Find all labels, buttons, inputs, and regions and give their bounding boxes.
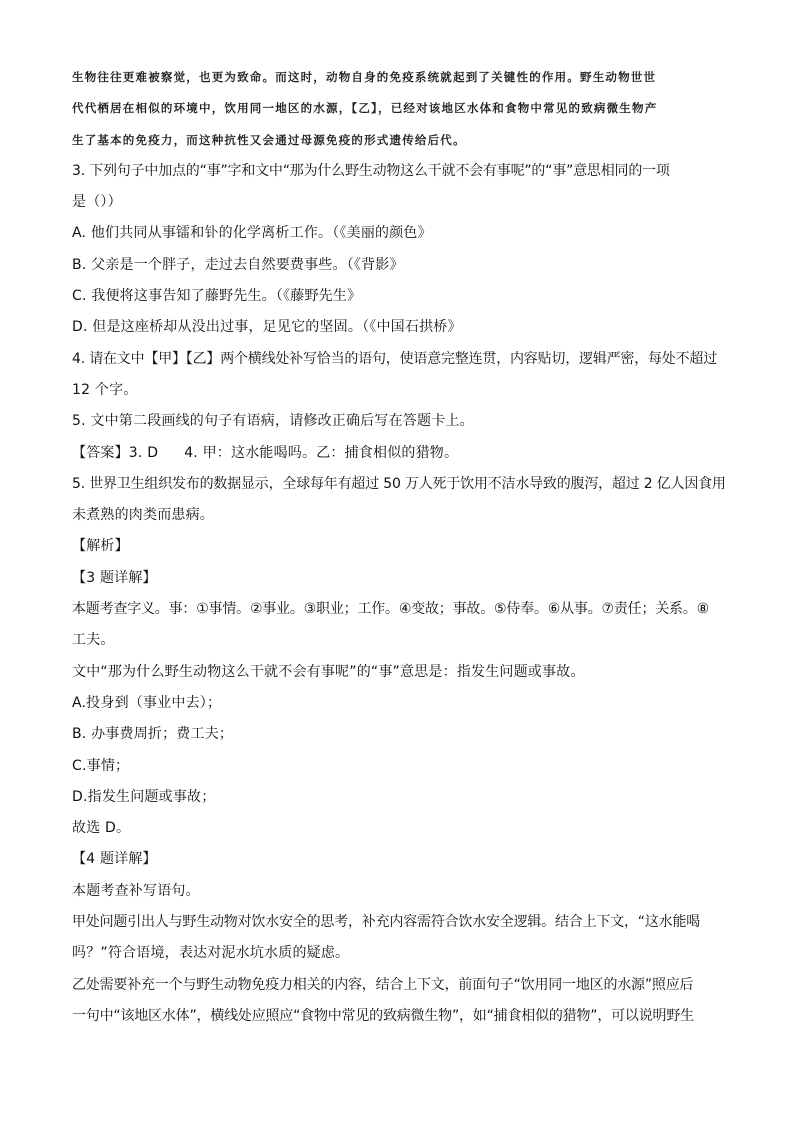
q4-detail-line: 本题考查补写语句。 [72, 882, 200, 899]
q3-detail-line: 工夫。 [72, 632, 115, 649]
q4-detail-line: 一句中“该地区水体”，横线处应照应“食物中常见的致病微生物”，如“捕食相似的猎物”，可以说明野生 [72, 1007, 694, 1024]
question-4-stem: 4. 请在文中【甲】【乙】两个横线处补写恰当的语句，使语意完整连贯，内容贴切，逻辑严密，每处不超过 [72, 350, 718, 367]
q3-detail-line: 故选 D。 [72, 820, 131, 837]
q3-detail-body [72, 594, 732, 844]
option-a: A. 他们共同从事镭和钋的化学离析工作。（《美丽的颜色》 [72, 225, 432, 242]
answer-line [72, 438, 732, 469]
question-4-stem-cont: 12 个字。 [72, 381, 138, 398]
q3-detail-heading: 【3 题详解】 [72, 569, 157, 586]
q4-detail-line: 吗？”符合语境，表达对泥水坑水质的疑虑。 [72, 945, 350, 962]
q3-detail-line: 本题考查字义。事：①事情。②事业。③职业；工作。④变故；事故。⑤侍奉。⑥从事。⑦责任；关系。⑧ [72, 601, 710, 618]
q4-detail-heading: 【4 题详解】 [72, 851, 157, 868]
answer-q5: 5. 世界卫生组织发布的数据显示，全球每年有超过 50 万人死于饮用不洁水导致的腹泻，超过 2 亿人因食用 [72, 475, 726, 492]
q3-detail-line: C.事情； [72, 757, 130, 774]
passage-line: 生了基本的免疫力，而这种抗性又会通过母源免疫的形式遗传给后代。 [72, 132, 466, 147]
q4-detail-line: 甲处问题引出人与野生动物对饮水安全的思考，补充内容需符合饮水安全逻辑。结合上下文，“这水能喝 [72, 914, 701, 931]
option-d: D. 但是这座桥却从没出过事，足见它的坚固。（《中国石拱桥》 [72, 319, 462, 336]
q3-detail-line: A.投身到（事业中去）； [72, 694, 222, 711]
answer-label: 【答案】3. D [72, 444, 159, 461]
document-page [72, 62, 732, 1032]
question-3-stem: 3. 下列句子中加点的“事”字和文中“那为什么野生动物这么干就不会有事呢”的“事”意思相同的一项 [72, 162, 670, 179]
q3-detail-line: B. 办事费周折；费工夫； [72, 726, 234, 743]
passage-line: 代代栖居在相似的环境中，饮用同一地区的水源，【乙】，已经对该地区水体和食物中常见的致病微生物产 [72, 101, 658, 116]
question-3 [72, 156, 732, 344]
q4-detail-line: 乙处需要补充一个与野生动物免疫力相关的内容，结合上下文，前面句子“饮用同一地区的水源”照应后 [72, 976, 694, 993]
answer-q4: 4. 甲：这水能喝吗。乙：捕食相似的猎物。 [184, 444, 459, 461]
passage-line: 生物往往更难被察觉，也更为致命。而这时，动物自身的免疫系统就起到了关键性的作用。野生动物世世 [72, 70, 657, 84]
answer-q5-cont: 未煮熟的肉类而患病。 [72, 507, 214, 524]
option-b: B. 父亲是一个胖子，走过去自然要费事些。（《背影》 [72, 256, 404, 273]
option-c: C. 我便将这事告知了藤野先生。（《藤野先生》 [72, 288, 362, 305]
q3-detail-line: D.指发生问题或事故； [72, 788, 216, 805]
q3-detail-line: 文中“那为什么野生动物这么干就不会有事呢”的“事”意思是：指发生问题或事故。 [72, 663, 585, 680]
analysis-heading: 【解析】 [72, 538, 129, 555]
question-4 [72, 344, 732, 407]
passage-continued [72, 62, 732, 156]
question-3-stem-cont: 是（）） [72, 194, 122, 211]
question-5: 5. 文中第二段画线的句子有语病，请修改正确后写在答题卡上。 [72, 413, 474, 430]
q4-detail-body [72, 876, 732, 1032]
